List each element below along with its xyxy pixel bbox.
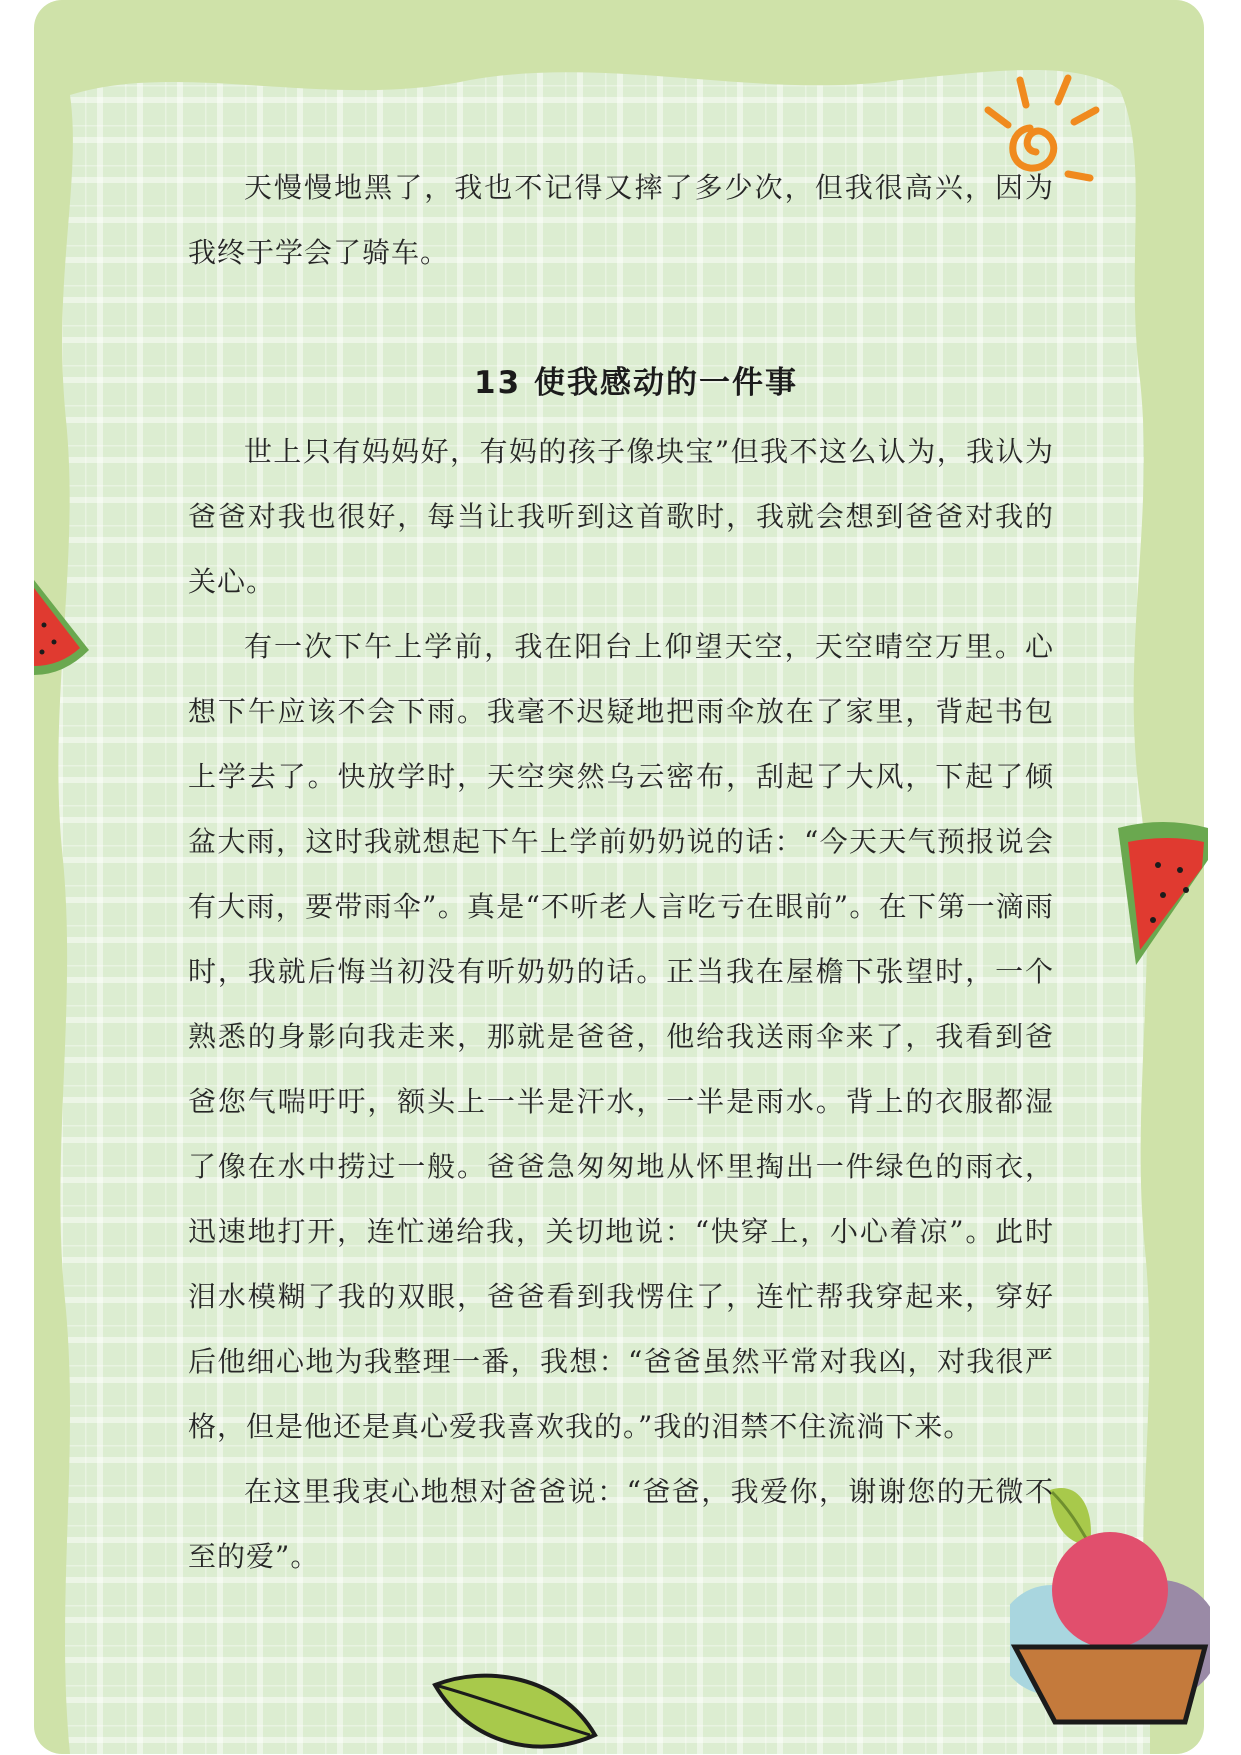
essay-paragraph: 在这里我衷心地想对爸爸说：“爸爸，我爱你，谢谢您的无微不至的爱”。 <box>188 1475 1054 1573</box>
intro-paragraph: 天慢慢地黑了，我也不记得又摔了多少次，但我很高兴，因为我终于学会了骑车。 <box>188 171 1054 269</box>
essay-paragraph: 世上只有妈妈好，有妈的孩子像块宝”但我不这么认为，我认为爸爸对我也很好，每当让我听到这首歌时，我就会想到爸爸对我的关心。 <box>188 435 1054 598</box>
watermelon-slice-icon <box>34 580 94 680</box>
essay-title: 13 使我感动的一件事 <box>474 365 798 401</box>
essay-paragraph: 有一次下午上学前，我在阳台上仰望天空，天空晴空万里。心想下午应该不会下雨。我毫不迟疑地把雨伞放在了家里，背起书包上学去了。快放学时，天空突然乌云密布，刮起了大风，下起了倾盆大雨，这时我就想起下午上学前奶奶说的话：“今天天气预报说会有大雨，要带雨伞”。真是“不听老人言吃亏在眼前”。在下第一滴雨时，我就后悔当初没有听奶奶的话。正当我在屋檐下张望时，一个熟悉的身影向我走来，那就是爸爸，他给我送雨伞来了，我看到爸爸您气喘吁吁，额头上一半是汗水，一半是雨水。背上的衣服都湿了像在水中捞过一般。爸爸急匆匆地从怀里掏出一件绿色的雨衣，迅速地打开，连忙递给我，关切地说：“快穿上，小心着凉”。此时泪水模糊了我的双眼，爸爸看到我愣住了，连忙帮我穿起来，穿好后他细心地为我整理一番，我想：“爸爸虽然平常对我凶，对我很严格，但是他还是真心爱我喜欢我的。”我的泪禁不住流淌下来。 <box>188 630 1054 1443</box>
watermelon-slice-icon <box>1118 820 1208 970</box>
leaf-icon <box>430 1665 600 1755</box>
essay-body <box>188 155 1054 1589</box>
